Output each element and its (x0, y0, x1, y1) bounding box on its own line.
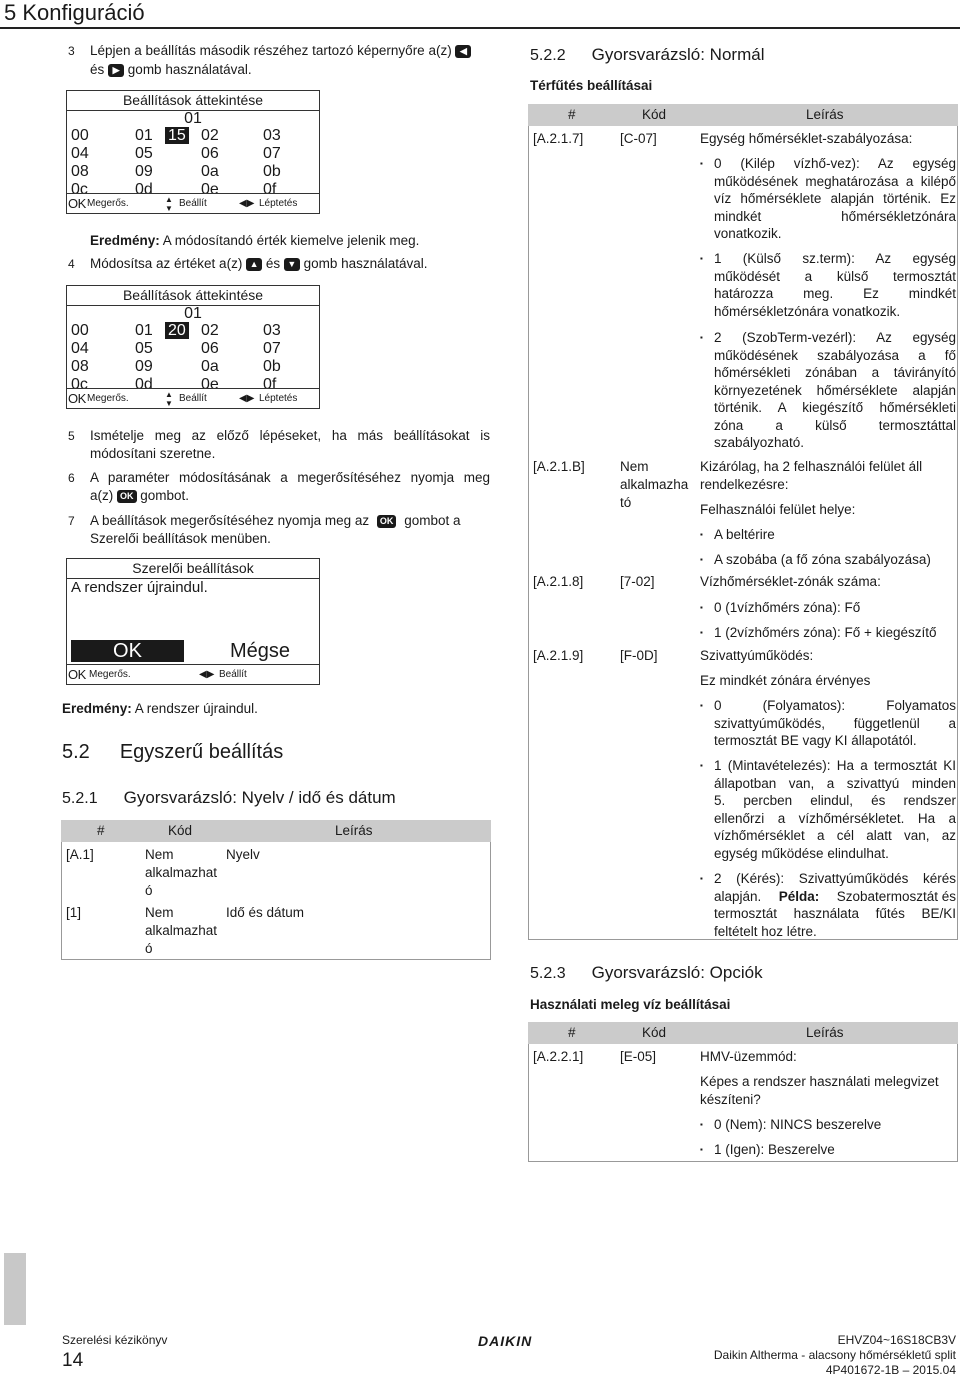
result-1: Eredmény: A módosítandó érték kiemelve jelenik meg. (90, 233, 420, 248)
list-item: ▪ 2 (SzobTerm-vezérl): Az egység működésének szabályozása a fő hőmérsékleti zónában a távirányító környezetének hőmérséklete alapján történik. A kiegészítő hőmérsékleti zóna a külső termosztáttal szabályozható. (700, 330, 956, 450)
table-body: [A.1] Nem alkalmazhat ó Nyelv [1] Nem alkalmazhat ó Idő és dátum (61, 842, 491, 960)
table-row-id: [A.2.1.7] (533, 131, 584, 146)
step-4: 4 Módosítsa az értéket a(z) ▲ és ▼ gomb használatával. (68, 256, 428, 271)
subsection-heading-521: 5.2.1 Gyorsvarázsló: Nyelv / idő és dátum (62, 788, 396, 807)
footer-manual-title: Szerelési kézikönyv (62, 1333, 168, 1347)
step-5: 5 Ismételje meg az előző lépéseket, ha más beállításokat is módosítani szeretne. (68, 428, 490, 461)
list-item: ▪ 0 (1vízhőmérs zóna): Fő (700, 600, 861, 615)
lcd-subtitle: 01 (184, 305, 202, 322)
ok-icon: OK (68, 391, 86, 406)
lcd-title: Beállítások áttekintése (67, 286, 319, 306)
list-item: ▪ A beltérire (700, 527, 775, 542)
result-2: Eredmény: A rendszer újraindul. (62, 701, 258, 716)
lcd-screen-settings-overview-1: Beállítások áttekintése 01 00 01 15 02 03 04 05 06 07 08 09 0a 0b 0c 0d 0e 0f OK Megerős. ▲ ▼ Beállít ◀▶ Léptetés (66, 90, 320, 214)
lcd-message: A rendszer újraindul. (71, 579, 208, 596)
header-rule (0, 27, 960, 29)
ok-icon: OK (68, 196, 86, 211)
left-right-icon: ◀▶ (199, 669, 215, 680)
highlighted-value[interactable]: 20 (165, 322, 189, 339)
table-header: # Kód Leírás (61, 820, 491, 842)
step-7: 7 A beállítások megerősítéséhez nyomja meg az OK gombot a Szerelői beállítások menüben. (68, 513, 461, 546)
lcd-footer: OK Megerős. ▲ ▼ Beállít ◀▶ Léptetés (67, 388, 319, 408)
table-header: # Kód Leírás (528, 104, 958, 126)
table-row-id: [A.2.1.B] (533, 459, 585, 474)
list-item: ▪ 1 (Mintavételezés): Ha a termosztát KI állapotban van, a szivattyú minden 5. percben elindul, és rendszer ellenőrzi a vízhőmérsékletet. Ha a vízhőmérséklet a cél alatt van, az egység működése elindulhat. (700, 758, 956, 861)
lcd-title: Beállítások áttekintése (67, 91, 319, 111)
lcd-screen-installer-settings (66, 558, 320, 685)
table-row-code: [C-07] (620, 131, 657, 146)
up-down-icon: ▲ ▼ (165, 195, 173, 213)
list-item: ▪ 1 (2vízhőmérs zóna): Fő + kiegészítő (700, 625, 937, 640)
lcd-subtitle: 01 (184, 110, 202, 127)
table-row-desc: HMV-üzemmód: (700, 1049, 797, 1064)
table-row-id: [A.2.1.9] (533, 648, 584, 663)
list-item: ▪ 2 (Kérés): Szivattyúműködés kérés alapján. Példa: Szobatermosztát és termosztát használata fűtés BE/KI feltételt hoz létre. (700, 871, 956, 939)
lcd-footer: OK Megerős. ◀▶ Beállít (67, 664, 319, 684)
page-title: 5 Konfiguráció (4, 0, 145, 25)
footer-model: EHVZ04~16S18CB3V (837, 1333, 956, 1347)
left-right-icon: ◀▶ (239, 198, 255, 209)
table-row-id: [A.2.2.1] (533, 1049, 584, 1064)
table-header: # Kód Leírás (528, 1022, 958, 1044)
table-row-desc: Kizárólag, ha 2 felhasználói felület áll rendelkezésre: (700, 459, 923, 492)
heading-dhw: Használati meleg víz beállításai (530, 997, 731, 1012)
up-down-icon: ▲ ▼ (165, 390, 173, 408)
daikin-logo: DAIKIN (478, 1333, 533, 1349)
table-row-code: [7-02] (620, 574, 655, 589)
ok-icon: OK (68, 667, 86, 682)
table-row-desc: Vízhőmérséklet-zónák száma: (700, 574, 881, 589)
subsection-heading-523: 5.2.3 Gyorsvarázsló: Opciók (530, 963, 763, 982)
page-number: 14 (62, 1350, 84, 1371)
table-row-code: Nem alkalmazha tó (620, 459, 689, 510)
left-right-icon: ◀▶ (239, 393, 255, 404)
subsection-heading-522: 5.2.2 Gyorsvarázsló: Normál (530, 45, 765, 64)
footer-doc-id: 4P401672-1B – 2015.04 (825, 1363, 956, 1376)
list-item: ▪ A szobába (a fő zóna szabályozása) (700, 552, 931, 567)
footer-product: Daikin Altherma - alacsony hőmérsékletű split (713, 1348, 956, 1362)
list-item: ▪ 0 (Nem): NINCS beszerelve (700, 1117, 882, 1132)
lcd-title: Szerelői beállítások (67, 559, 319, 579)
sidebar-tab-marker (4, 1253, 26, 1325)
list-item: ▪ 0 (Folyamatos): Folyamatos szivattyúműködés, függetlenül a termosztát BE vagy KI állapotától. (700, 698, 956, 748)
right-arrow-key-icon: ▶ (108, 64, 124, 77)
table-row-code: [F-0D] (620, 648, 658, 663)
down-arrow-key-icon: ▼ (284, 258, 300, 271)
step-3: 3 Lépjen a beállítás második részéhez tartozó képernyőre a(z) ◀ és ▶ gomb használatával. (68, 42, 493, 82)
highlighted-value[interactable]: 15 (165, 127, 189, 144)
ok-key-icon: OK (117, 490, 137, 503)
table-row-id: [A.2.1.8] (533, 574, 584, 589)
cancel-button[interactable]: Mégse (230, 640, 291, 662)
list-item: ▪ 1 (Külső sz.term): Az egység működését a külső termosztát határozza meg. Ez mindkét hőmérsékletzónára vonatkozik. (700, 251, 956, 319)
lcd-screen-settings-overview-2: Beállítások áttekintése 01 00 01 20 02 03 04 05 06 07 08 09 0a 0b 0c 0d 0e 0f OK Megerős. ▲ ▼ Beállít ◀▶ Léptetés (66, 285, 320, 409)
table-row-desc: Egység hőmérséklet-szabályozása: (700, 131, 913, 146)
left-arrow-key-icon: ◀ (455, 45, 471, 58)
ok-button[interactable]: OK (71, 640, 184, 662)
table-row-code: [E-05] (620, 1049, 657, 1064)
table-row-desc: Szivattyúműködés: (700, 648, 814, 663)
up-arrow-key-icon: ▲ (246, 258, 262, 271)
ok-key-icon: OK (377, 515, 397, 528)
list-item: ▪ 1 (Igen): Beszerelve (700, 1142, 835, 1157)
heading-space-heating: Térfűtés beállításai (530, 78, 653, 93)
section-heading: 5.2 Egyszerű beállítás (62, 741, 284, 763)
list-item: ▪ 0 (Kilép vízhő-vez): Az egység működésének meghatározása a kilépő víz hőmérséklete alapján történik. Ez mindkét hőmérsékletzónára vonatkozik. (700, 156, 956, 241)
lcd-footer: OK Megerős. ▲ ▼ Beállít ◀▶ Léptetés (67, 193, 319, 213)
step-6: 6 A paraméter módosításának a megerősítéséhez nyomja meg a(z) OK gombot. (68, 470, 490, 503)
step-3-text: Lépjen a beállítás második részéhez tartozó képernyőre a(z) (90, 43, 452, 58)
